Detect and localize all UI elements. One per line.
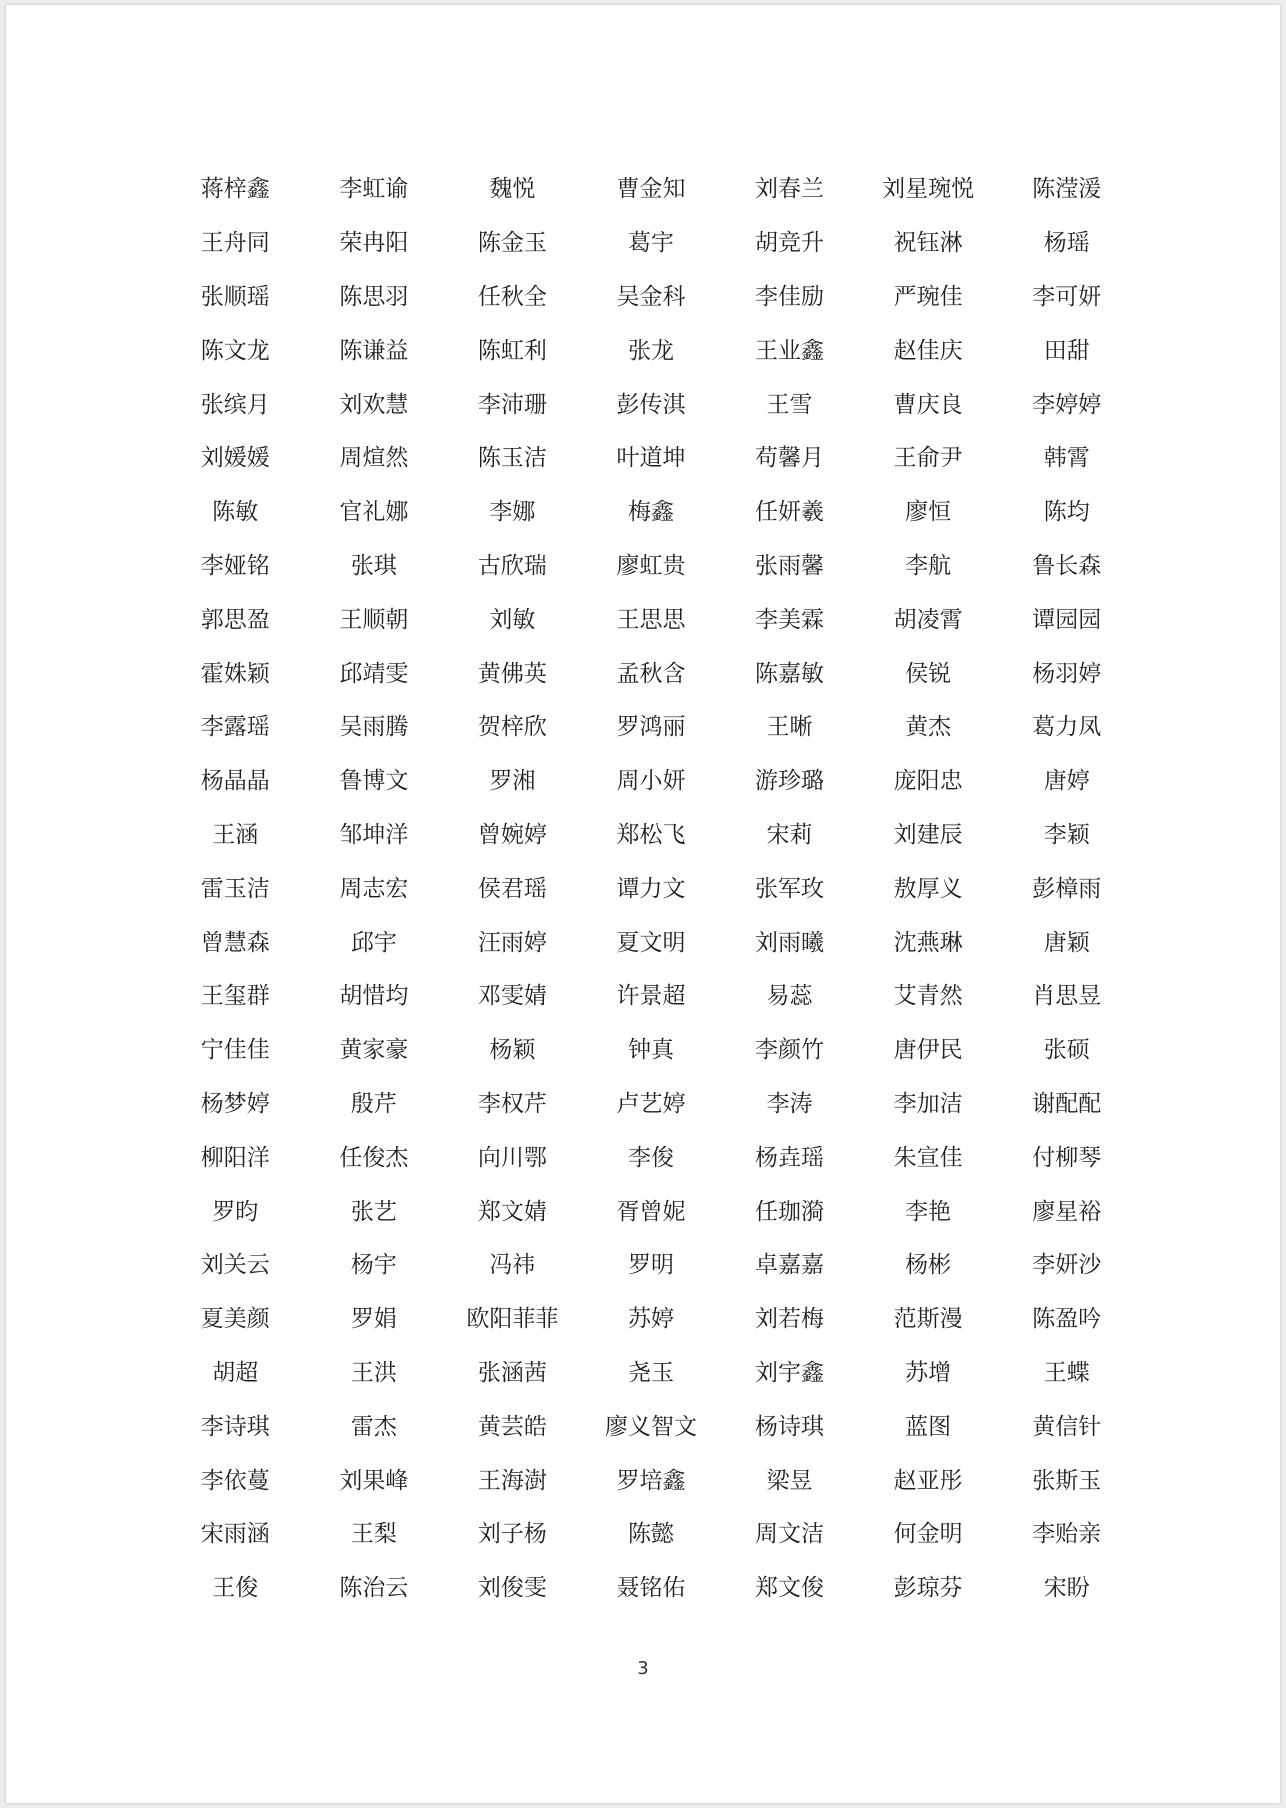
name-row bbox=[166, 1182, 1136, 1236]
name-cell: 杨梦婷 bbox=[200, 1090, 270, 1117]
name-cell: 荣冉阳 bbox=[339, 230, 409, 257]
name-cell: 李依蔓 bbox=[200, 1467, 270, 1494]
name-cell: 曹庆良 bbox=[893, 391, 963, 418]
name-row bbox=[166, 429, 1136, 483]
name-cell: 王俊 bbox=[212, 1575, 259, 1602]
name-cell: 杨彬 bbox=[905, 1252, 952, 1279]
name-cell: 张雨馨 bbox=[755, 552, 825, 579]
name-cell: 李婷婷 bbox=[1032, 391, 1102, 418]
name-cell: 王顺朝 bbox=[339, 606, 409, 633]
name-cell: 陈敏 bbox=[212, 499, 259, 526]
name-cell: 杨宇 bbox=[350, 1252, 397, 1279]
name-cell: 陈治云 bbox=[339, 1575, 409, 1602]
name-cell: 葛宇 bbox=[627, 230, 674, 257]
name-cell: 李娅铭 bbox=[200, 552, 270, 579]
name-row bbox=[166, 1128, 1136, 1182]
name-cell: 彭琼芬 bbox=[893, 1575, 963, 1602]
name-list-table bbox=[166, 160, 1136, 1613]
name-cell: 曾婉婷 bbox=[477, 821, 547, 848]
name-cell: 欧阳菲菲 bbox=[466, 1306, 559, 1333]
name-cell: 田甜 bbox=[1043, 337, 1090, 364]
name-cell: 赵亚彤 bbox=[893, 1467, 963, 1494]
name-row bbox=[166, 1451, 1136, 1505]
name-cell: 张顺瑶 bbox=[200, 283, 270, 310]
name-cell: 赵佳庆 bbox=[893, 337, 963, 364]
name-cell: 张艺 bbox=[350, 1198, 397, 1225]
name-row bbox=[166, 537, 1136, 591]
name-cell: 祝钰淋 bbox=[893, 230, 963, 257]
name-cell: 陈虹利 bbox=[477, 337, 547, 364]
name-cell: 邱靖雯 bbox=[339, 660, 409, 687]
name-row bbox=[166, 268, 1136, 322]
name-row bbox=[166, 1344, 1136, 1398]
name-cell: 黄杰 bbox=[905, 714, 952, 741]
name-cell: 汪雨婷 bbox=[477, 929, 547, 956]
name-list-body bbox=[166, 160, 1136, 1613]
name-cell: 任俊杰 bbox=[339, 1144, 409, 1171]
name-cell: 刘星琬悦 bbox=[882, 176, 975, 203]
name-cell: 张涵茜 bbox=[477, 1359, 547, 1386]
name-cell: 沈燕琳 bbox=[893, 929, 963, 956]
name-cell: 刘媛媛 bbox=[200, 445, 270, 472]
name-row bbox=[166, 590, 1136, 644]
name-row bbox=[166, 698, 1136, 752]
name-cell: 苏增 bbox=[905, 1359, 952, 1386]
name-cell: 李美霖 bbox=[755, 606, 825, 633]
name-cell: 杨颖 bbox=[489, 1037, 536, 1064]
name-cell: 杨羽婷 bbox=[1032, 660, 1102, 687]
name-cell: 蒋梓鑫 bbox=[200, 176, 270, 203]
name-cell: 唐伊民 bbox=[893, 1037, 963, 1064]
name-cell: 朱宣佳 bbox=[893, 1144, 963, 1171]
name-cell: 罗湘 bbox=[489, 768, 536, 795]
name-cell: 夏文明 bbox=[616, 929, 686, 956]
name-cell: 雷玉洁 bbox=[200, 875, 270, 902]
name-cell: 廖虹贵 bbox=[616, 552, 686, 579]
name-cell: 谢配配 bbox=[1032, 1090, 1102, 1117]
name-cell: 黄信针 bbox=[1032, 1413, 1102, 1440]
name-cell: 陈谦益 bbox=[339, 337, 409, 364]
name-cell: 陈思羽 bbox=[339, 283, 409, 310]
name-cell: 杨瑶 bbox=[1043, 230, 1090, 257]
name-cell: 刘俊雯 bbox=[477, 1575, 547, 1602]
name-cell: 王思思 bbox=[616, 606, 686, 633]
name-cell: 游珍璐 bbox=[755, 768, 825, 795]
name-cell: 王洪 bbox=[350, 1359, 397, 1386]
name-cell: 叶道坤 bbox=[616, 445, 686, 472]
name-cell: 王蝶 bbox=[1043, 1359, 1090, 1386]
name-cell: 李娜 bbox=[489, 499, 536, 526]
name-cell: 梁昱 bbox=[766, 1467, 813, 1494]
name-row bbox=[166, 1397, 1136, 1451]
name-cell: 周志宏 bbox=[339, 875, 409, 902]
name-cell: 刘建辰 bbox=[893, 821, 963, 848]
name-cell: 李可妍 bbox=[1032, 283, 1102, 310]
name-cell: 黄佛英 bbox=[477, 660, 547, 687]
name-cell: 谭园园 bbox=[1032, 606, 1102, 633]
name-cell: 贺梓欣 bbox=[477, 714, 547, 741]
name-cell: 蓝图 bbox=[905, 1413, 952, 1440]
name-cell: 何金明 bbox=[893, 1521, 963, 1548]
name-cell: 刘果峰 bbox=[339, 1467, 409, 1494]
name-cell: 胡惜均 bbox=[339, 983, 409, 1010]
name-cell: 任珈漪 bbox=[755, 1198, 825, 1225]
name-cell: 钟真 bbox=[627, 1037, 674, 1064]
name-cell: 郑文婧 bbox=[477, 1198, 547, 1225]
name-cell: 廖恒 bbox=[905, 499, 952, 526]
name-cell: 李加洁 bbox=[893, 1090, 963, 1117]
name-cell: 张缤月 bbox=[200, 391, 270, 418]
name-cell: 敖厚义 bbox=[893, 875, 963, 902]
name-cell: 鲁长森 bbox=[1032, 552, 1102, 579]
name-cell: 郑文俊 bbox=[755, 1575, 825, 1602]
name-cell: 艾青然 bbox=[893, 983, 963, 1010]
name-row bbox=[166, 160, 1136, 214]
name-cell: 罗培鑫 bbox=[616, 1467, 686, 1494]
name-cell: 李妍沙 bbox=[1032, 1252, 1102, 1279]
name-cell: 李虹谕 bbox=[339, 176, 409, 203]
name-cell: 唐婷 bbox=[1043, 768, 1090, 795]
name-cell: 古欣瑞 bbox=[477, 552, 547, 579]
name-cell: 苏婷 bbox=[627, 1306, 674, 1333]
name-cell: 唐颖 bbox=[1043, 929, 1090, 956]
name-cell: 尧玉 bbox=[627, 1359, 674, 1386]
name-cell: 张斯玉 bbox=[1032, 1467, 1102, 1494]
name-cell: 聂铭佑 bbox=[616, 1575, 686, 1602]
name-cell: 吴金科 bbox=[616, 283, 686, 310]
name-cell: 宋莉 bbox=[766, 821, 813, 848]
name-cell: 陈均 bbox=[1043, 499, 1090, 526]
name-cell: 杨晶晶 bbox=[200, 768, 270, 795]
name-cell: 刘雨曦 bbox=[755, 929, 825, 956]
name-cell: 韩霄 bbox=[1043, 445, 1090, 472]
name-cell: 彭传淇 bbox=[616, 391, 686, 418]
name-cell: 杨诗琪 bbox=[755, 1413, 825, 1440]
name-cell: 王雪 bbox=[766, 391, 813, 418]
name-cell: 魏悦 bbox=[489, 176, 536, 203]
name-cell: 王涵 bbox=[212, 821, 259, 848]
name-row bbox=[166, 1505, 1136, 1559]
name-cell: 吴雨腾 bbox=[339, 714, 409, 741]
name-cell: 付柳琴 bbox=[1032, 1144, 1102, 1171]
name-cell: 曹金知 bbox=[616, 176, 686, 203]
name-row bbox=[166, 806, 1136, 860]
name-cell: 杨垚瑶 bbox=[755, 1144, 825, 1171]
name-cell: 孟秋含 bbox=[616, 660, 686, 687]
name-cell: 张琪 bbox=[350, 552, 397, 579]
name-cell: 苟馨月 bbox=[755, 445, 825, 472]
name-cell: 刘春兰 bbox=[755, 176, 825, 203]
name-row bbox=[166, 1075, 1136, 1129]
name-cell: 鲁博文 bbox=[339, 768, 409, 795]
name-cell: 廖星裕 bbox=[1032, 1198, 1102, 1225]
name-cell: 张龙 bbox=[627, 337, 674, 364]
name-cell: 向川鄂 bbox=[477, 1144, 547, 1171]
name-cell: 李颜竹 bbox=[755, 1037, 825, 1064]
name-cell: 李沛珊 bbox=[477, 391, 547, 418]
name-cell: 任妍羲 bbox=[755, 499, 825, 526]
name-row bbox=[166, 321, 1136, 375]
name-cell: 葛力凤 bbox=[1032, 714, 1102, 741]
name-cell: 罗昀 bbox=[212, 1198, 259, 1225]
name-cell: 刘宇鑫 bbox=[755, 1359, 825, 1386]
name-cell: 刘敏 bbox=[489, 606, 536, 633]
name-cell: 卢艺婷 bbox=[616, 1090, 686, 1117]
name-cell: 宁佳佳 bbox=[200, 1037, 270, 1064]
name-cell: 卓嘉嘉 bbox=[755, 1252, 825, 1279]
name-cell: 陈嘉敏 bbox=[755, 660, 825, 687]
name-cell: 罗娟 bbox=[350, 1306, 397, 1333]
name-cell: 刘若梅 bbox=[755, 1306, 825, 1333]
name-cell: 陈玉洁 bbox=[477, 445, 547, 472]
name-row bbox=[166, 913, 1136, 967]
name-cell: 易蕊 bbox=[766, 983, 813, 1010]
name-cell: 胡竞升 bbox=[755, 230, 825, 257]
name-cell: 邹坤洋 bbox=[339, 821, 409, 848]
name-cell: 郭思盈 bbox=[200, 606, 270, 633]
name-cell: 李航 bbox=[905, 552, 952, 579]
name-cell: 柳阳洋 bbox=[200, 1144, 270, 1171]
name-cell: 刘关云 bbox=[200, 1252, 270, 1279]
name-cell: 侯君瑶 bbox=[477, 875, 547, 902]
name-cell: 任秋全 bbox=[477, 283, 547, 310]
name-cell: 霍姝颖 bbox=[200, 660, 270, 687]
name-cell: 胡凌霄 bbox=[893, 606, 963, 633]
name-cell: 李艳 bbox=[905, 1198, 952, 1225]
name-cell: 庞阳忠 bbox=[893, 768, 963, 795]
name-cell: 李贻亲 bbox=[1032, 1521, 1102, 1548]
name-cell: 廖义智文 bbox=[604, 1413, 697, 1440]
name-cell: 刘子杨 bbox=[477, 1521, 547, 1548]
name-cell: 彭樟雨 bbox=[1032, 875, 1102, 902]
name-cell: 王玺群 bbox=[200, 983, 270, 1010]
name-cell: 邓雯婧 bbox=[477, 983, 547, 1010]
document-page bbox=[6, 5, 1280, 1803]
name-cell: 侯锐 bbox=[905, 660, 952, 687]
name-cell: 谭力文 bbox=[616, 875, 686, 902]
name-cell: 陈盈吟 bbox=[1032, 1306, 1102, 1333]
name-row bbox=[166, 1236, 1136, 1290]
name-cell: 官礼娜 bbox=[339, 499, 409, 526]
name-cell: 雷杰 bbox=[350, 1413, 397, 1440]
name-cell: 殷芹 bbox=[350, 1090, 397, 1117]
name-cell: 胥曾妮 bbox=[616, 1198, 686, 1225]
name-cell: 张硕 bbox=[1043, 1037, 1090, 1064]
name-cell: 严琬佳 bbox=[893, 283, 963, 310]
name-row bbox=[166, 214, 1136, 268]
name-row bbox=[166, 1559, 1136, 1613]
name-cell: 许景超 bbox=[616, 983, 686, 1010]
name-cell: 胡超 bbox=[212, 1359, 259, 1386]
name-cell: 周小妍 bbox=[616, 768, 686, 795]
name-cell: 李佳励 bbox=[755, 283, 825, 310]
name-cell: 王业鑫 bbox=[755, 337, 825, 364]
name-cell: 李露瑶 bbox=[200, 714, 270, 741]
name-cell: 李俊 bbox=[627, 1144, 674, 1171]
name-cell: 宋盼 bbox=[1043, 1575, 1090, 1602]
name-cell: 罗明 bbox=[627, 1252, 674, 1279]
name-cell: 李权芹 bbox=[477, 1090, 547, 1117]
name-row bbox=[166, 1290, 1136, 1344]
name-cell: 周文洁 bbox=[755, 1521, 825, 1548]
name-row bbox=[166, 752, 1136, 806]
name-cell: 罗鸿丽 bbox=[616, 714, 686, 741]
name-row bbox=[166, 967, 1136, 1021]
name-row bbox=[166, 375, 1136, 429]
name-cell: 李颖 bbox=[1043, 821, 1090, 848]
name-cell: 王海澍 bbox=[477, 1467, 547, 1494]
name-cell: 陈文龙 bbox=[200, 337, 270, 364]
name-row bbox=[166, 644, 1136, 698]
name-cell: 张军玫 bbox=[755, 875, 825, 902]
name-cell: 王舟同 bbox=[200, 230, 270, 257]
name-cell: 刘欢慧 bbox=[339, 391, 409, 418]
name-cell: 王梨 bbox=[350, 1521, 397, 1548]
name-cell: 郑松飞 bbox=[616, 821, 686, 848]
name-cell: 范斯漫 bbox=[893, 1306, 963, 1333]
name-row bbox=[166, 483, 1136, 537]
name-cell: 李诗琪 bbox=[200, 1413, 270, 1440]
name-cell: 曾慧森 bbox=[200, 929, 270, 956]
name-cell: 周煊然 bbox=[339, 445, 409, 472]
name-cell: 邱宇 bbox=[350, 929, 397, 956]
name-cell: 李涛 bbox=[766, 1090, 813, 1117]
name-row bbox=[166, 859, 1136, 913]
page-number: 3 bbox=[637, 1658, 649, 1679]
name-cell: 陈金玉 bbox=[477, 230, 547, 257]
name-cell: 黄芸皓 bbox=[477, 1413, 547, 1440]
name-cell: 王俞尹 bbox=[893, 445, 963, 472]
name-cell: 王晰 bbox=[766, 714, 813, 741]
name-cell: 黄家豪 bbox=[339, 1037, 409, 1064]
name-row bbox=[166, 1021, 1136, 1075]
name-cell: 陈懿 bbox=[627, 1521, 674, 1548]
name-cell: 宋雨涵 bbox=[200, 1521, 270, 1548]
name-cell: 冯祎 bbox=[489, 1252, 536, 1279]
name-cell: 梅鑫 bbox=[627, 499, 674, 526]
name-cell: 陈滢湲 bbox=[1032, 176, 1102, 203]
name-cell: 夏美颜 bbox=[200, 1306, 270, 1333]
name-cell: 肖思昱 bbox=[1032, 983, 1102, 1010]
